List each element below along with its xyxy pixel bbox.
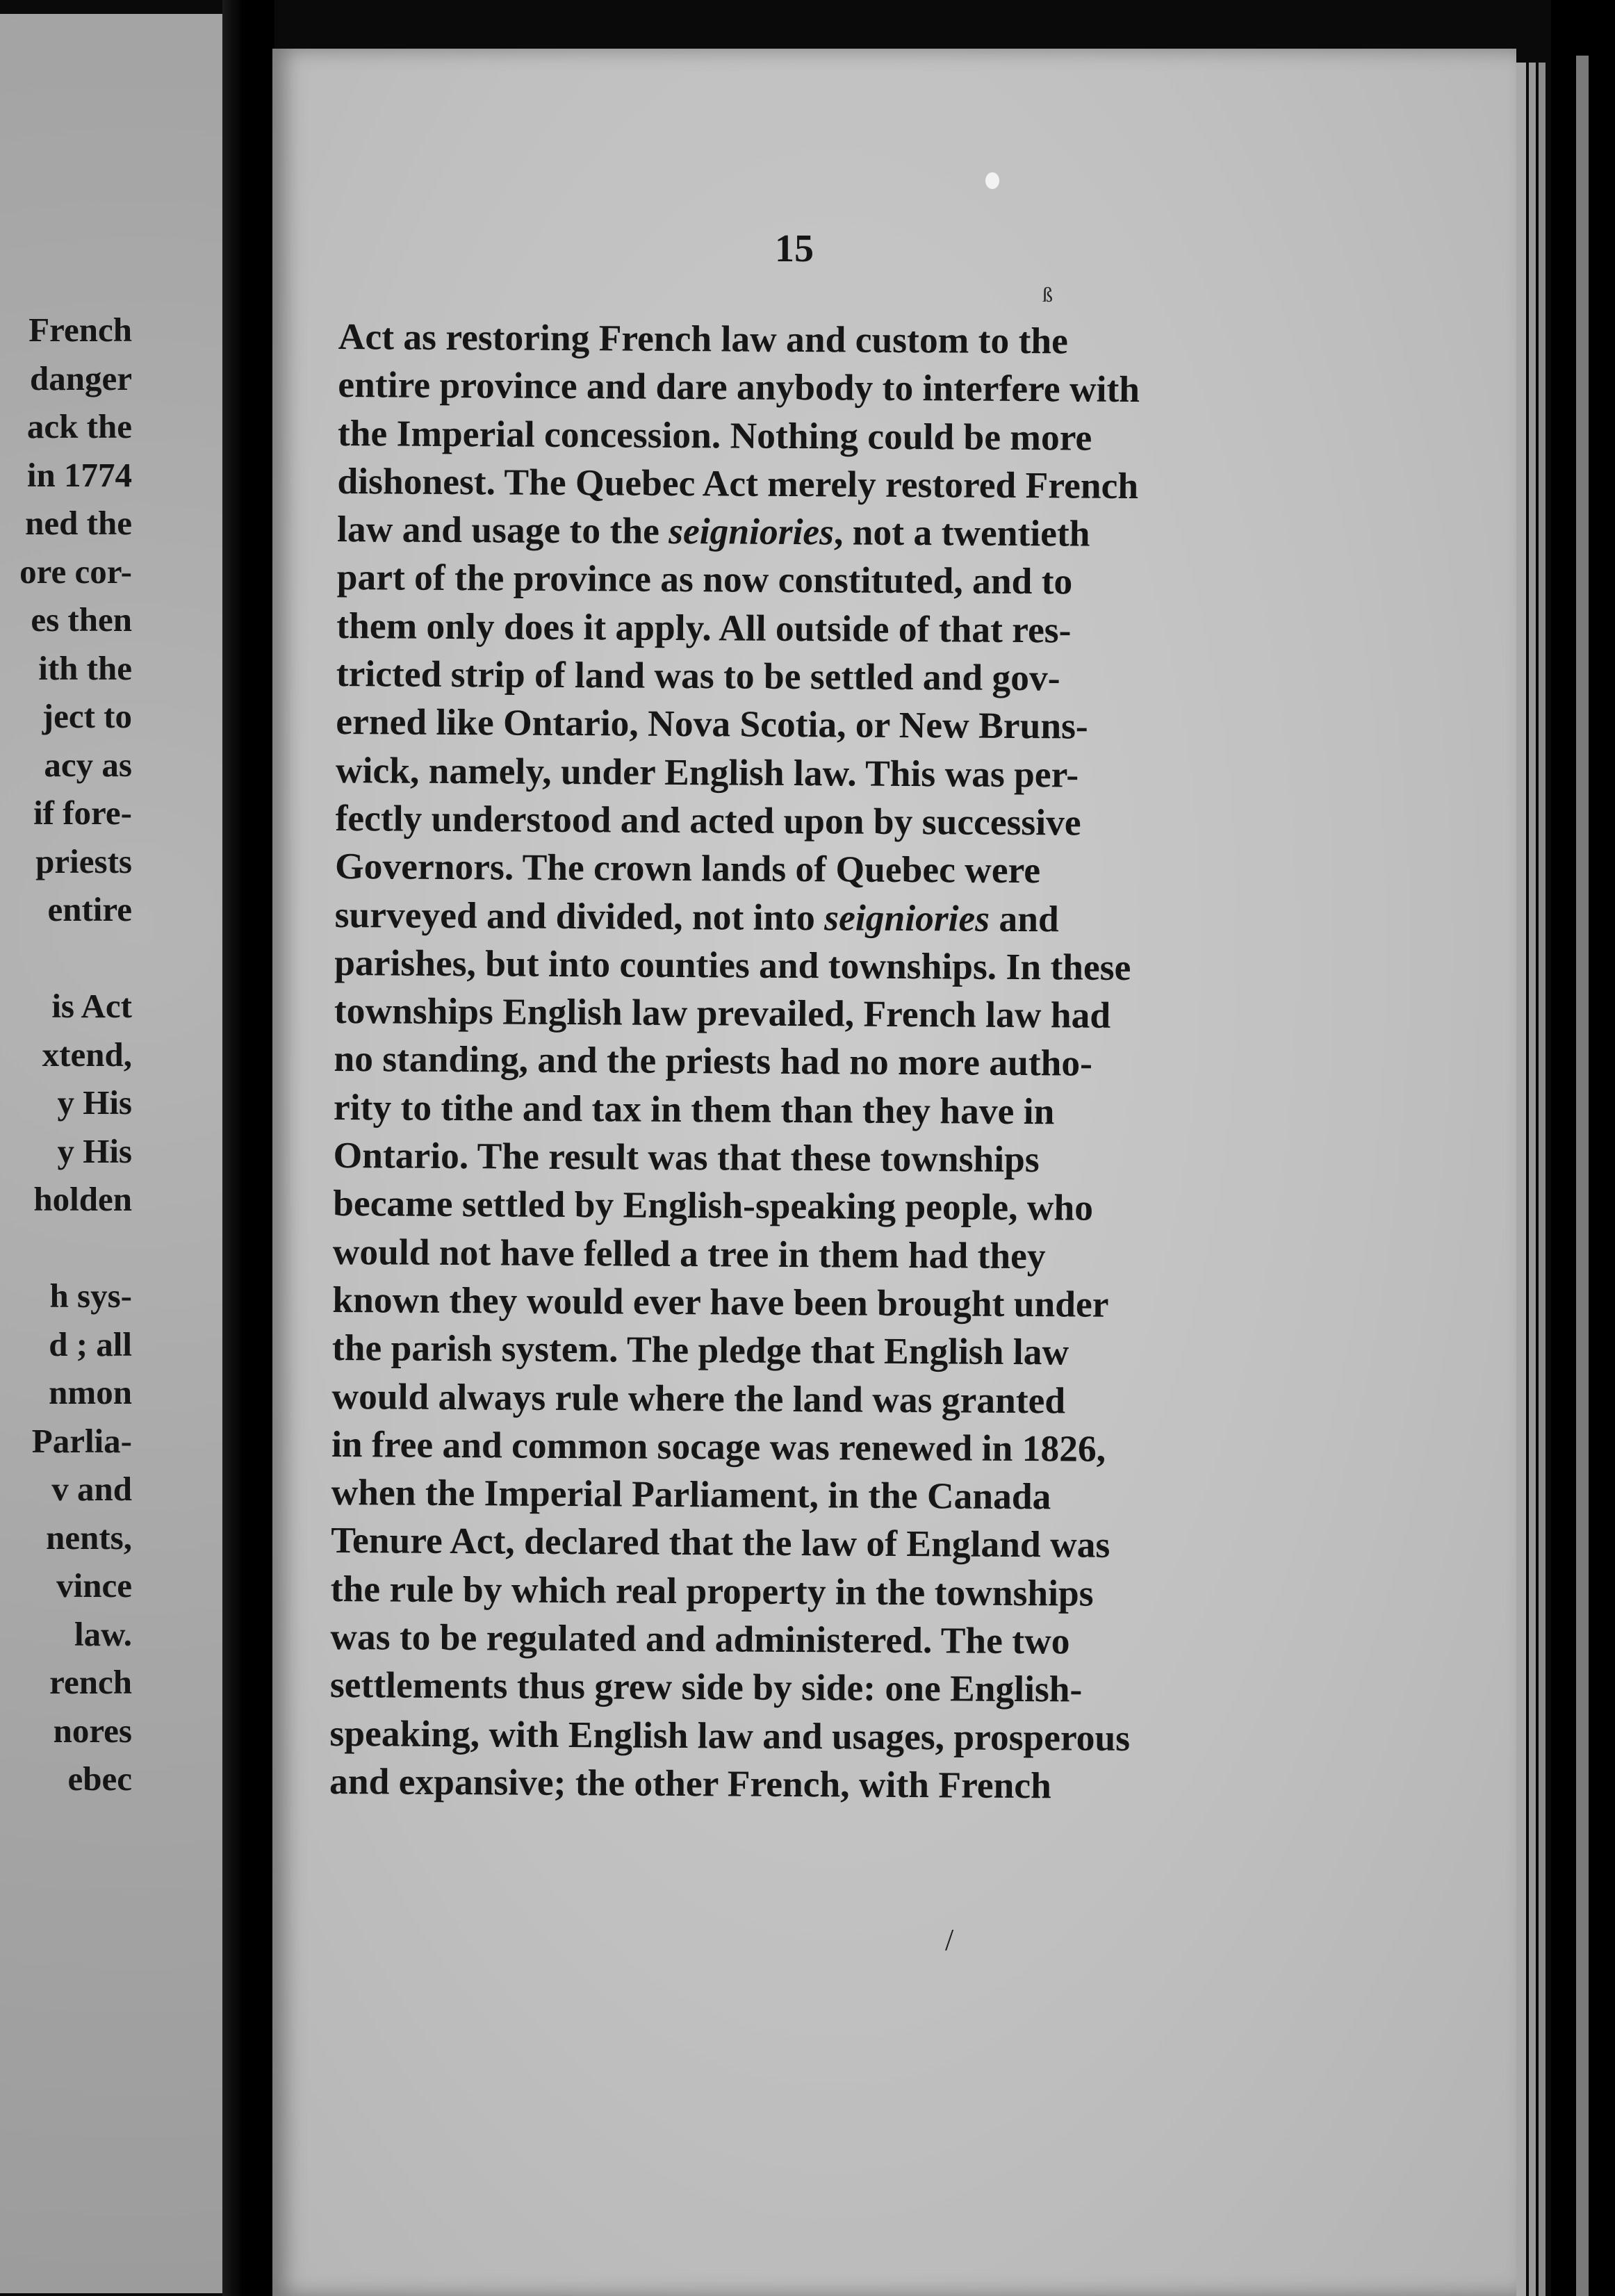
body-line: speaking, with English law and usages, prosperous: [329, 1712, 1131, 1759]
left-page-line: nmon: [49, 1373, 132, 1411]
left-page-line: entire: [47, 890, 132, 928]
left-page-line: danger: [30, 359, 132, 397]
body-line: Tenure Act, declared that the law of England was: [331, 1519, 1110, 1566]
paper-speck: [985, 172, 999, 189]
body-line: wick, namely, under English law. This was per-: [335, 748, 1079, 796]
left-page-line: holden: [33, 1180, 132, 1218]
body-line: became settled by English-speaking people, who: [332, 1182, 1094, 1229]
page-number: 15: [775, 227, 814, 270]
left-page-line: d ; all: [49, 1325, 132, 1363]
left-page-line: ith the: [38, 648, 132, 687]
left-page-line: xtend,: [42, 1035, 132, 1074]
left-page-line: ned the: [25, 504, 132, 542]
body-line: would always rule where the land was granted: [331, 1375, 1066, 1421]
body-line: surveyed and divided, not into seigniories and: [334, 893, 1059, 940]
left-page-text-fragments: [0, 306, 132, 1803]
body-line: the rule by which real property in the townships: [330, 1567, 1094, 1614]
body-line: dishonest. The Quebec Act merely restored French: [337, 459, 1139, 507]
body-line: law and usage to the seigniories, not a twentieth: [336, 508, 1090, 555]
body-line: the Imperial concession. Nothing could be more: [337, 411, 1092, 459]
body-line: settlements thus grew side by side: one English-: [329, 1664, 1083, 1710]
left-page-line: y His: [57, 1083, 132, 1122]
left-page-line: v and: [51, 1470, 132, 1508]
left-page-line: vince: [56, 1566, 132, 1605]
body-line: fectly understood and acted upon by successive: [335, 796, 1081, 844]
left-page-line: law.: [74, 1614, 132, 1653]
body-line: when the Imperial Parliament, in the Canada: [331, 1471, 1051, 1518]
body-line: in free and common socage was renewed in 1826,: [331, 1422, 1106, 1470]
left-page-line: if fore-: [33, 794, 132, 832]
left-page-line: Parlia-: [31, 1421, 132, 1460]
body-line: Act as restoring French law and custom to the: [338, 315, 1069, 362]
body-line: erned like Ontario, Nova Scotia, or New Bruns-: [336, 700, 1088, 747]
body-line: known they would ever have been brought under: [332, 1278, 1109, 1325]
page-edge: [1539, 63, 1546, 2296]
left-page-line: priests: [35, 842, 132, 880]
body-line: rity to tithe and tax in them than they have in: [333, 1085, 1055, 1133]
body-line: the parish system. The pledge that English law: [331, 1327, 1069, 1373]
body-line: Ontario. The result was that these townships: [333, 1134, 1040, 1181]
left-page-line: y His: [57, 1131, 132, 1170]
left-page-line: ject to: [42, 697, 132, 735]
ink-mark: /: [945, 1923, 954, 1957]
left-page-line: es then: [31, 600, 132, 639]
page-edge: [1529, 63, 1536, 2296]
body-line: them only does it apply. All outside of that res-: [336, 604, 1072, 651]
left-page-line: h sys-: [49, 1277, 132, 1315]
body-line: townships English law prevailed, French law had: [334, 990, 1111, 1036]
left-page-line: ack the: [26, 407, 132, 445]
body-line: part of the province as now constituted, and to: [336, 556, 1073, 602]
page-edge: [1516, 63, 1526, 2296]
left-page-line: nores: [53, 1711, 132, 1750]
left-page-line: acy as: [44, 745, 132, 784]
body-line: no standing, and the priests had no more autho-: [334, 1038, 1093, 1085]
left-page-line: rench: [49, 1663, 132, 1701]
body-line: parishes, but into counties and townships. In these: [334, 941, 1131, 988]
left-page-line: is Act: [51, 987, 132, 1025]
ink-mark: ß: [1042, 284, 1053, 306]
body-line: Governors. The crown lands of Quebec were: [334, 845, 1041, 892]
left-page-line: [0, 934, 132, 983]
left-page-line: ore cor-: [19, 552, 132, 591]
left-page-line: ebec: [67, 1760, 132, 1798]
body-text: [329, 313, 1224, 1811]
left-page-line: in 1774: [26, 455, 132, 494]
left-page-line: [0, 1224, 132, 1272]
left-page-line: nents,: [46, 1518, 132, 1557]
body-line: would not have felled a tree in them had they: [332, 1230, 1046, 1277]
left-facing-page: [0, 14, 226, 2293]
body-line: tricted strip of land was to be settled and gov-: [336, 653, 1060, 699]
body-line: and expansive; the other French, with French: [329, 1760, 1052, 1807]
book-gutter: [222, 0, 274, 2296]
body-line: entire province and dare anybody to interfere with: [338, 363, 1140, 411]
back-cover-edge: [1576, 56, 1589, 2296]
body-line: was to be regulated and administered. The two: [330, 1615, 1070, 1662]
left-page-line: French: [28, 311, 132, 349]
